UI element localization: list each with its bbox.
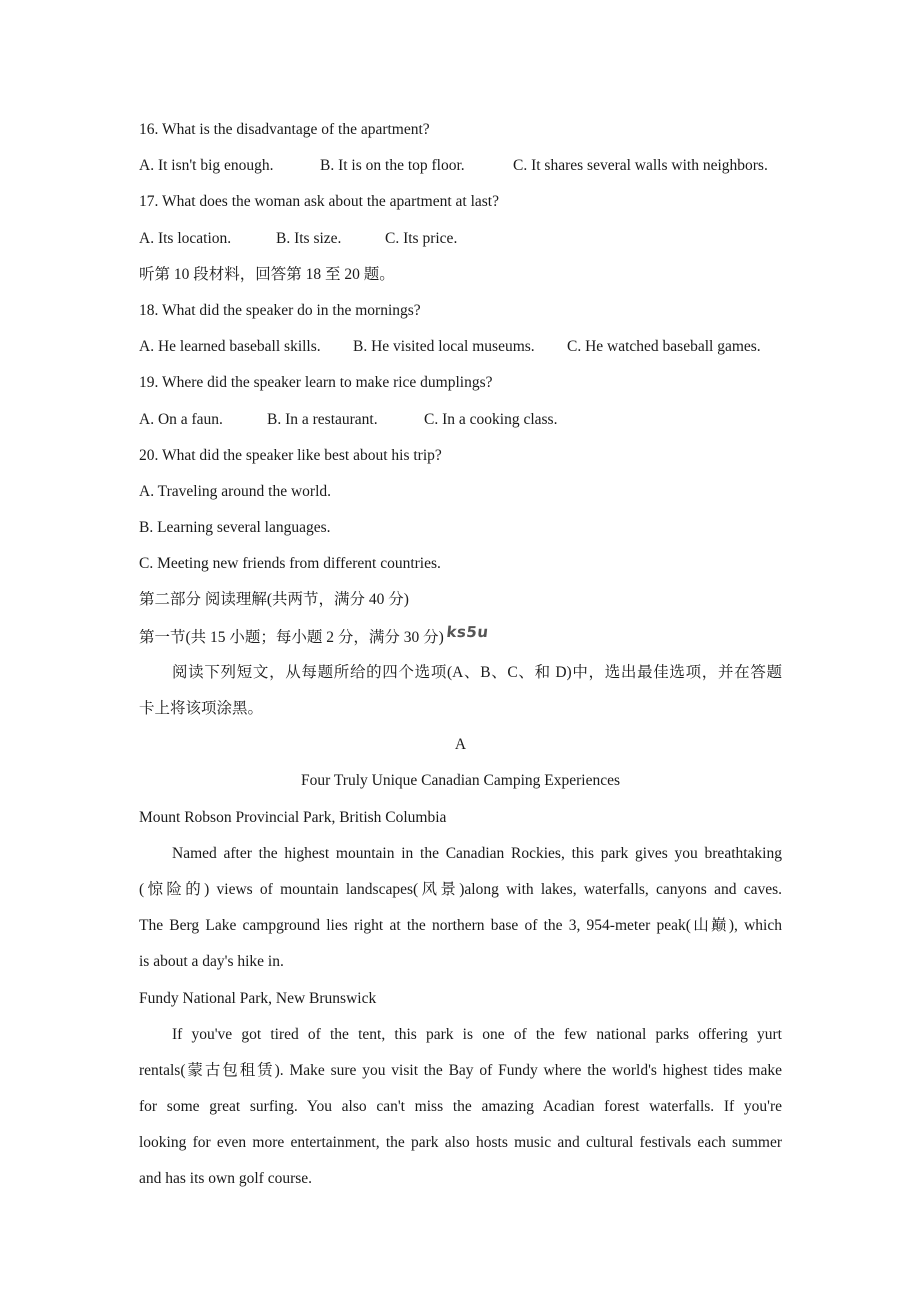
option-20b: B. Learning several languages.	[139, 519, 331, 537]
park-2-text-line-1: If you've got tired of the tent, this park is one of the few national parks offering yurt	[172, 1025, 782, 1043]
part-2-heading: 第二部分 阅读理解(共两节，满分 40 分)	[139, 591, 409, 609]
question-19-stem: 19. Where did the speaker learn to make rice dumplings?	[139, 374, 493, 392]
option-17b: B. Its size.	[276, 229, 342, 247]
reading-instructions-line-2: 卡上将该项涂黑。	[139, 700, 264, 717]
option-17a: A. Its location.	[139, 229, 232, 247]
park-1-text-line-2: (惊险的) views of mountain landscapes(风景)along with lakes, waterfalls, canyons and caves.	[139, 880, 782, 898]
park-1-text-line-4: is about a day's hike in.	[139, 953, 284, 971]
option-20a: A. Traveling around the world.	[139, 482, 332, 500]
option-19a: A. On a faun.	[139, 410, 223, 428]
option-19b: B. In a restaurant.	[267, 410, 378, 428]
question-17-stem: 17. What does the woman ask about the apartment at last?	[139, 193, 499, 211]
park-1-text-line-1: Named after the highest mountain in the Canadian Rockies, this park gives you breathtaking	[172, 844, 782, 862]
park-1-text-line-3: The Berg Lake campground lies right at the northern base of the 3, 954-meter peak(山巅), which	[139, 917, 782, 935]
park-2-name: Fundy National Park, New Brunswick	[139, 989, 377, 1007]
park-2-text-line-2: rentals(蒙古包租赁). Make sure you visit the Bay of Fundy where the world's highest tides make	[139, 1061, 782, 1079]
option-16a: A. It isn't big enough.	[139, 157, 274, 175]
option-18c: C. He watched baseball games.	[567, 338, 761, 356]
question-18-options	[139, 335, 782, 371]
park-2-text-line-4: looking for even more entertainment, the park also hosts music and cultural festivals each summer	[139, 1134, 782, 1152]
question-16-options	[139, 154, 782, 190]
section-10-instruction: 听第 10 段材料，回答第 18 至 20 题。	[139, 265, 395, 283]
park-1-name: Mount Robson Provincial Park, British Columbia	[139, 808, 447, 826]
option-18b: B. He visited local museums.	[353, 338, 535, 356]
option-18a: A. He learned baseball skills.	[139, 338, 321, 356]
question-20-stem: 20. What did the speaker like best about his trip?	[139, 446, 442, 464]
question-16-stem: 16. What is the disadvantage of the apartment?	[139, 121, 430, 138]
option-16c: C. It shares several walls with neighbors.	[513, 157, 768, 175]
park-2-text-line-5: and has its own golf course.	[139, 1170, 313, 1188]
question-19-options	[139, 408, 782, 444]
park-2-text-line-3: for some great surfing. You also can't miss the amazing Acadian forest waterfalls. If you're	[139, 1098, 782, 1116]
question-18-stem: 18. What did the speaker do in the mornings?	[139, 301, 421, 319]
reading-instructions-line-1: 阅读下列短文，从每题所给的四个选项(A、B、C、和 D)中，选出最佳选项，并在答题	[172, 663, 782, 681]
option-19c: C. In a cooking class.	[424, 410, 558, 428]
option-17c: C. Its price.	[385, 229, 458, 247]
passage-title: Four Truly Unique Canadian Camping Experiences	[301, 772, 620, 790]
option-20c: C. Meeting new friends from different countries.	[139, 555, 441, 573]
question-17-options	[139, 227, 782, 263]
ks5u-watermark: ks5u	[445, 622, 490, 641]
exam-page	[139, 118, 782, 1204]
section-1-heading-row	[139, 622, 782, 661]
passage-letter: A	[454, 736, 467, 754]
section-1-heading: 第一节(共 15 小题；每小题 2 分，满分 30 分)	[139, 628, 444, 646]
option-16b: B. It is on the top floor.	[320, 157, 465, 175]
